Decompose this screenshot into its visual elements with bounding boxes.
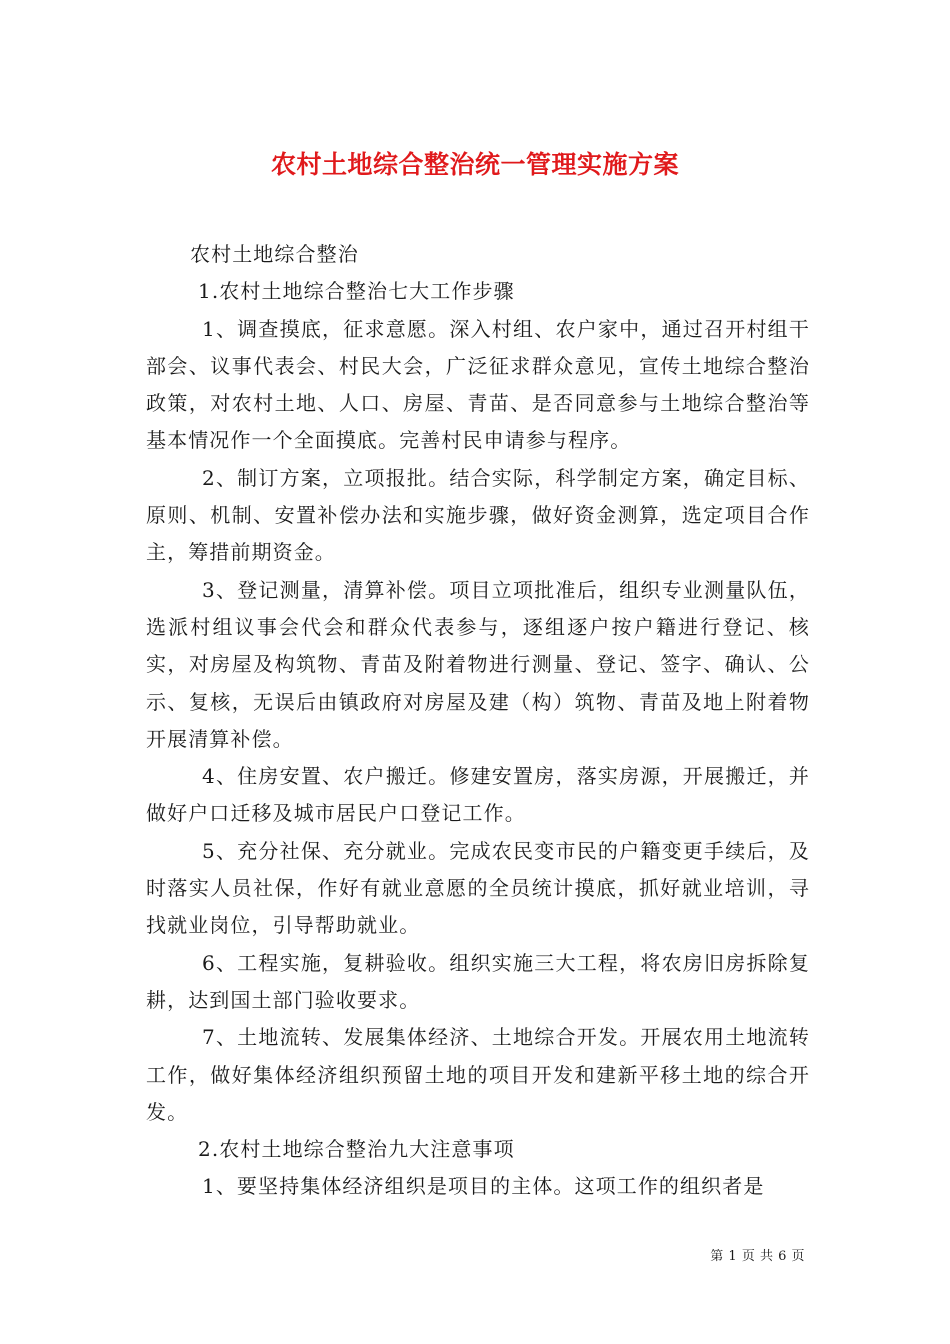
paragraph-step-6: 6、工程实施，复耕验收。组织实施三大工程，将农房旧房拆除复耕，达到国土部门验收要求。 xyxy=(146,950,810,1012)
document-body xyxy=(146,236,810,1206)
paragraph-step-4: 4、住房安置、农户搬迁。修建安置房，落实房源，开展搬迁，并做好户口迁移及城市居民户口登记工作。 xyxy=(146,764,810,826)
document-title: 农村土地综合整治统一管理实施方案 xyxy=(270,149,679,179)
paragraph-step-7: 7、土地流转、发展集体经济、土地综合开发。开展农用土地流转工作，做好集体经济组织预留土地的项目开发和建新平移土地的综合开发。 xyxy=(146,1025,810,1124)
subsection-heading-2: 2.农村土地综合整治九大注意事项 xyxy=(198,1137,515,1162)
paragraph-note-1: 1、要坚持集体经济组织是项目的主体。这项工作的组织者是 xyxy=(202,1174,765,1199)
paragraph-step-1: 1、调查摸底，征求意愿。深入村组、农户家中，通过召开村组干部会、议事代表会、村民大会，广泛征求群众意见，宣传土地综合整治政策，对农村土地、人口、房屋、青苗、是否同意参与土地综合整治等基本情况作一个全面摸底。完善村民申请参与程序。 xyxy=(146,316,810,453)
paragraph-step-2: 2、制订方案，立项报批。结合实际，科学制定方案，确定目标、原则、机制、安置补偿办法和实施步骤，做好资金测算，选定项目合作主，筹措前期资金。 xyxy=(146,465,810,565)
section-heading: 农村土地综合整治 xyxy=(190,242,359,266)
subsection-heading: 1.农村土地综合整治七大工作步骤 xyxy=(198,279,515,304)
paragraph-step-3: 3、登记测量，清算补偿。项目立项批准后，组织专业测量队伍，选派村组议事会代会和群众代表参与，逐组逐户按户籍进行登记、核实，对房屋及构筑物、青苗及附着物进行测量、登记、签字、确认、公示、复核，无误后由镇政府对房屋及建（构）筑物、青苗及地上附着物开展清算补偿。 xyxy=(146,577,810,751)
paragraph-step-5: 5、充分社保、充分就业。完成农民变市民的户籍变更手续后，及时落实人员社保，作好有就业意愿的全员统计摸底，抓好就业培训，寻找就业岗位，引导帮助就业。 xyxy=(146,838,810,938)
page-number-footer: 第 1 页 共 6 页 xyxy=(710,1249,805,1264)
